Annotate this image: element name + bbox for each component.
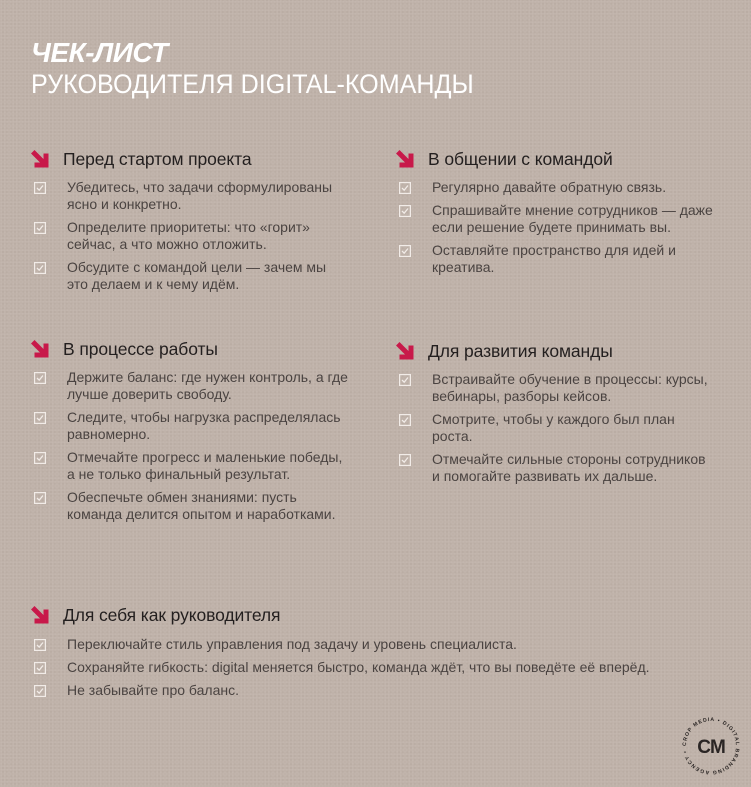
checklist-item-text: Обеспечьте обмен знаниями: пусть команда делится опытом и наработками.	[67, 489, 336, 522]
checkbox-checked-icon	[34, 222, 46, 234]
checklist-item-text: Сохраняйте гибкость: digital меняется быстро, команда ждёт, что вы поведёте её вперёд.	[67, 659, 650, 675]
checklist-item-text: Смотрите, чтобы у каждого был план роста.	[432, 411, 675, 444]
checklist-item	[395, 411, 715, 445]
page-subtitle: РУКОВОДИТЕЛЯ DIGITAL-КОМАНДЫ	[31, 69, 474, 99]
checklist-item	[30, 179, 350, 213]
checklist-item-text: Встраивайте обучение в процессы: курсы, вебинары, разборы кейсов.	[432, 371, 708, 404]
logo-ring-text: CROP MEDIA • DIGITAL BRANDING AGENCY •	[681, 716, 741, 776]
checkbox-checked-icon	[34, 452, 46, 464]
checklist-item	[30, 682, 730, 699]
checklist-item-text: Переключайте стиль управления под задачу и уровень специалиста.	[67, 636, 517, 652]
arrow-down-right-icon	[395, 341, 415, 361]
checkbox-checked-icon	[34, 262, 46, 274]
section-team-development	[395, 340, 715, 491]
section-team-communication	[395, 148, 715, 282]
checklist-item-text: Отмечайте прогресс и маленькие победы, а не только финальный результат.	[67, 449, 343, 482]
checklist-item-text: Убедитесь, что задачи сформулированы ясно и конкретно.	[67, 179, 333, 212]
checklist-item-text: Не забывайте про баланс.	[67, 682, 239, 698]
checklist-item	[30, 369, 350, 403]
checkbox-checked-icon	[399, 182, 411, 194]
section-self-as-leader	[30, 604, 730, 705]
arrow-down-right-icon	[395, 149, 415, 169]
checklist-item-text: Отмечайте сильные стороны сотрудников и помогайте развивать их дальше.	[432, 451, 706, 484]
checklist-item	[395, 371, 715, 405]
crop-media-logo	[676, 711, 746, 781]
section-title: В общении с командой	[428, 148, 613, 169]
checklist-item	[30, 219, 350, 253]
checklist-item	[395, 202, 715, 236]
checklist	[30, 369, 350, 523]
section-header	[30, 338, 350, 360]
checklist-item-text: Регулярно давайте обратную связь.	[432, 179, 667, 195]
checklist-item	[395, 242, 715, 276]
page-title: ЧЕК-ЛИСТ	[31, 37, 168, 68]
checklist-item	[30, 409, 350, 443]
section-title: В процессе работы	[63, 338, 218, 359]
section-header	[30, 148, 350, 170]
checkbox-checked-icon	[399, 454, 411, 466]
arrow-down-right-icon	[30, 339, 50, 359]
checklist	[30, 179, 350, 293]
checkbox-checked-icon	[399, 205, 411, 217]
title-block	[31, 38, 507, 100]
section-title: Для развития команды	[428, 340, 613, 361]
checklist-item-text: Обсудите с командой цели — зачем мы это делаем и к чему идём.	[67, 259, 327, 292]
logo-monogram: CM	[697, 737, 725, 758]
section-header	[30, 604, 730, 626]
checklist-item	[30, 636, 730, 653]
checkbox-checked-icon	[34, 639, 46, 651]
checkbox-checked-icon	[399, 414, 411, 426]
arrow-down-right-icon	[30, 149, 50, 169]
checkbox-checked-icon	[34, 182, 46, 194]
section-header	[395, 340, 715, 362]
checklist-item-text: Держите баланс: где нужен контроль, а где лучше доверить свободу.	[67, 369, 348, 402]
checklist-item	[395, 179, 715, 196]
checkbox-checked-icon	[34, 685, 46, 697]
section-title: Перед стартом проекта	[63, 148, 252, 169]
checklist-item-text: Оставляйте пространство для идей и креатива.	[432, 242, 676, 275]
checklist-item	[30, 259, 350, 293]
checkbox-checked-icon	[399, 374, 411, 386]
arrow-down-right-icon	[30, 605, 50, 625]
checkbox-checked-icon	[34, 372, 46, 384]
section-header	[395, 148, 715, 170]
checkbox-checked-icon	[399, 245, 411, 257]
checkbox-checked-icon	[34, 412, 46, 424]
checklist-item	[30, 659, 730, 676]
checklist-item-text: Следите, чтобы нагрузка распределялась равномерно.	[67, 409, 341, 442]
checklist-item	[30, 489, 350, 523]
section-title: Для себя как руководителя	[63, 604, 281, 625]
checklist	[30, 636, 730, 699]
section-before-start	[30, 148, 350, 299]
checkbox-checked-icon	[34, 492, 46, 504]
checklist-item-text: Определите приоритеты: что «горит» сейчас, а что можно отложить.	[67, 219, 310, 252]
checkbox-checked-icon	[34, 662, 46, 674]
checklist	[395, 179, 715, 276]
checklist-item-text: Спрашивайте мнение сотрудников — даже если решение будете принимать вы.	[432, 202, 713, 235]
checklist-item	[395, 451, 715, 485]
checklist	[395, 371, 715, 485]
section-work-process	[30, 338, 350, 529]
checklist-item	[30, 449, 350, 483]
